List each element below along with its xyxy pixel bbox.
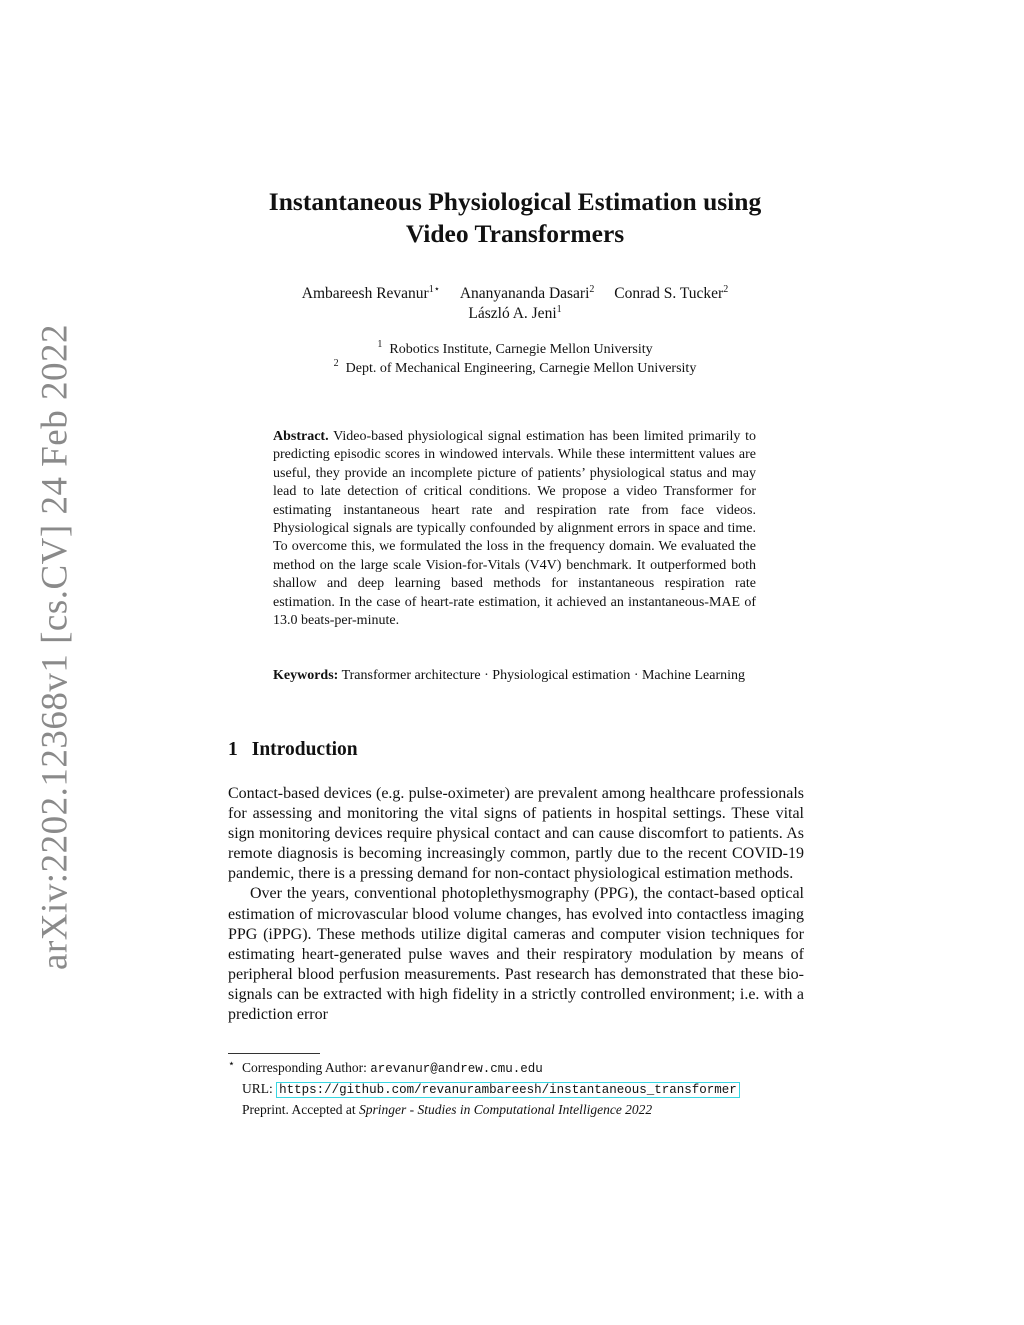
author-jeni <box>468 305 561 322</box>
author-name: László A. Jeni <box>468 305 557 322</box>
affiliations <box>228 340 802 378</box>
author-affil-mark: 1⋆ <box>428 284 440 295</box>
introduction-body <box>228 784 804 1025</box>
abstract-label: Abstract. <box>273 429 329 444</box>
author-name: Conrad S. Tucker <box>614 285 724 302</box>
venue: Springer - Studies in Computational Intelligence 2022 <box>358 1102 653 1117</box>
title-line-2: Video Transformers <box>405 219 625 248</box>
section-heading <box>228 739 358 761</box>
paragraph-2: Over the years, conventional photoplethysmography (PPG), the contact-based optical estimation of microvascular blood volume changes, has evolved into contactless imaging PPG (iPPG). These methods utilize digital cameras and computer vision techniques for estimating heart-generated pulse waves and their respiratory modulation by means of peripheral blood perfusion measurements. Past research has demonstrated that these bio-signals can be extracted with high fidelity in a strictly controlled environment; i.e. with a prediction error <box>228 885 804 1024</box>
keywords-text: Transformer architecture · Physiological estimation · Machine Learning <box>341 668 745 683</box>
keywords <box>273 667 756 685</box>
paper-title <box>228 186 802 250</box>
arxiv-identifier: arXiv:2202.12368v1 [cs.CV] 24 Feb 2022 <box>34 324 76 970</box>
corresponding-label: Corresponding Author: <box>242 1060 367 1075</box>
author-line-1 <box>228 284 802 304</box>
author-affil-mark: 2 <box>589 284 595 295</box>
email-address: arevanur@andrew.cmu.edu <box>370 1062 543 1076</box>
section-title: Introduction <box>251 739 358 760</box>
abstract-text: Video-based physiological signal estimation has been limited primarily to predicting episodic scores in windowed intervals. While these intermittent values are useful, they provide an incomplete picture of patients’ physiological status and may lead to late detection of critical conditions. We propose a video Transformer for estimating instantaneous heart rate and respiration rate from face videos. Physiological signals are typically confounded by alignment errors in space and time. To overcome this, we formulated the loss in the frequency domain. We evaluated the method on the large scale Vision-for-Vitals (V4V) benchmark. It outperformed both shallow and deep learning based methods for instantaneous respiration rate estimation. In the case of heart-rate estimation, it achieved an instantaneous-MAE of 13.0 beats-per-minute. <box>273 429 757 629</box>
author-list <box>228 284 802 324</box>
author-name: Ambareesh Revanur <box>301 285 429 302</box>
affiliation-1 <box>228 340 802 359</box>
author-dasari <box>460 285 595 302</box>
arxiv-sidebar-stamp <box>28 324 82 970</box>
footnote-divider <box>228 1053 320 1054</box>
footnotes <box>228 1058 804 1119</box>
author-line-2 <box>228 304 802 324</box>
affiliation-mark: 1 <box>377 339 383 350</box>
author-affil-mark: 2 <box>723 284 729 295</box>
section-number: 1 <box>228 739 238 760</box>
author-tucker <box>614 285 728 302</box>
author-revanur <box>302 285 440 302</box>
author-affil-mark: 1 <box>556 304 562 315</box>
footnote-preprint <box>228 1100 804 1119</box>
footnote-corresponding <box>228 1058 804 1079</box>
footnote-mark: ⋆ <box>228 1058 235 1070</box>
title-line-1: Instantaneous Physiological Estimation using <box>268 187 762 216</box>
footnote-url <box>228 1079 804 1100</box>
affiliation-text: Dept. of Mechanical Engineering, Carnegie Mellon University <box>345 361 697 376</box>
url-label: URL: <box>242 1081 273 1096</box>
affiliation-text: Robotics Institute, Carnegie Mellon University <box>389 342 653 357</box>
abstract <box>273 428 756 630</box>
github-link[interactable]: https://github.com/revanurambareesh/instantaneous_transformer <box>276 1082 740 1098</box>
author-name: Ananyananda Dasari <box>459 285 590 302</box>
affiliation-mark: 2 <box>333 358 339 369</box>
paragraph-1: Contact-based devices (e.g. pulse-oximeter) are prevalent among healthcare professionals for assessing and monitoring the vital signs of patients in hospital settings. These vital sign monitoring devices require physical contact and can cause discomfort to patients. As remote diagnosis is becoming increasingly common, partly due to the recent COVID-19 pandemic, there is a pressing demand for non-contact physiological estimation methods. <box>228 785 804 883</box>
affiliation-2 <box>228 359 802 378</box>
keywords-label: Keywords: <box>273 668 339 683</box>
preprint-label: Preprint. Accepted at <box>242 1102 356 1117</box>
